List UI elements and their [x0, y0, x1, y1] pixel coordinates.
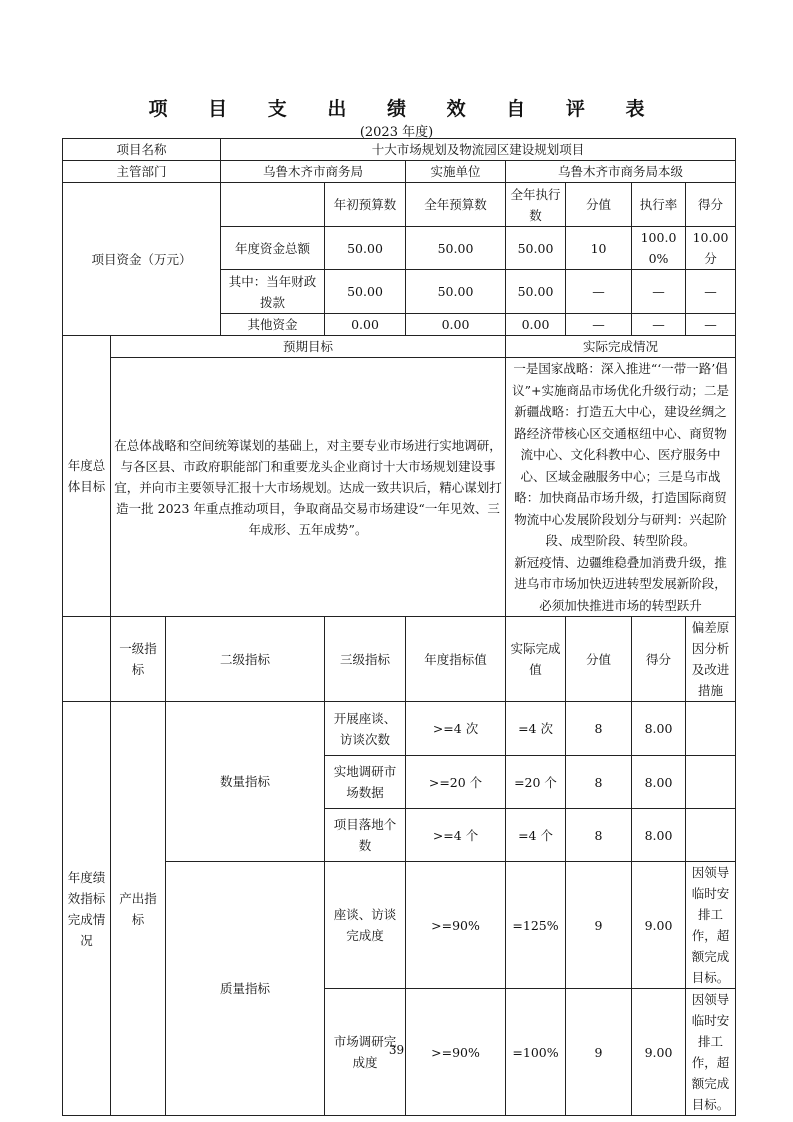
expected-goal-text: 在总体战略和空间统筹谋划的基础上，对主要专业市场进行实地调研，与各区县、市政府职能部门和重要龙头企业商讨十大市场规划建设事宜，并向市主要领导汇报十大市场规划。达成一致共识后，精心谋划打造一批 2023 年重点推动项目，争取商品交易市场建设“一年见效、三年成形、五年成势”。: [111, 358, 506, 617]
form-title: 项 目 支 出 绩 效 自 评 表: [148, 98, 662, 120]
score-value: 9.00: [632, 989, 686, 1116]
funds-cell: 50.00: [325, 270, 406, 314]
actual-completion: [506, 358, 736, 617]
score-value: 8.00: [632, 702, 686, 756]
funds-row-label: 其他资金: [221, 314, 325, 336]
funds-header-row: [63, 183, 736, 227]
funds-cell: —: [632, 314, 686, 336]
project-name-row: [63, 139, 736, 161]
form-year: (2023 年度): [359, 125, 434, 140]
funds-cell: 50.00: [406, 270, 506, 314]
funds-header: 分值: [566, 183, 632, 227]
deviation-note: [686, 702, 736, 756]
weight-value: 9: [566, 862, 632, 989]
weight-value: 8: [566, 756, 632, 809]
score-value: 8.00: [632, 756, 686, 809]
funds-header: 得分: [686, 183, 736, 227]
actual-value: =100%: [506, 989, 566, 1116]
funds-cell: —: [566, 314, 632, 336]
funds-header: 年初预算数: [325, 183, 406, 227]
level2-indicator: 数量指标: [166, 702, 325, 862]
level3-indicator: 项目落地个数: [325, 809, 406, 862]
actual-completion-text: 一是国家战略：深入推进“‘一带一路’倡议”+实施商品市场优化升级行动；二是新疆战略：打造五大中心，建设丝绸之路经济带核心区交通枢纽中心、商贸物流中心、文化科教中心、医疗服务中心、区域金融服务中心；三是乌市战略：加快商品市场升级，打造国际商贸物流中心发展阶段划分与研判：兴起阶段、成型阶段、转型阶段。: [512, 361, 729, 548]
indicator-header: 三级指标: [325, 617, 406, 702]
target-value: >=20 个: [406, 756, 506, 809]
score-value: 9.00: [632, 862, 686, 989]
funds-cell: 50.00: [506, 270, 566, 314]
actual-value: =125%: [506, 862, 566, 989]
actual-value: =4 次: [506, 702, 566, 756]
funds-row-label: 其中：当年财政拨款: [221, 270, 325, 314]
target-value: >=90%: [406, 989, 506, 1116]
deviation-note: 因领导临时安排工作，超额完成目标。: [686, 989, 736, 1116]
funds-cell: —: [686, 270, 736, 314]
funds-header: 全年执行数: [506, 183, 566, 227]
target-value: >=4 个: [406, 809, 506, 862]
funds-cell: 100.00%: [632, 227, 686, 270]
level3-indicator: 市场调研完成度: [325, 989, 406, 1116]
funds-cell: 0.00: [325, 314, 406, 336]
indicator-header: 得分: [632, 617, 686, 702]
actual-completion-note: 新冠疫情、边疆维稳叠加消费升级，推进乌市市场加快迈进转型发展新阶段，必须加快推进市场的转型跃升: [514, 554, 727, 613]
funds-blank-header: [221, 183, 325, 227]
level3-indicator: 开展座谈、访谈次数: [325, 702, 406, 756]
actual-header: 实际完成情况: [506, 336, 736, 358]
funds-cell: 50.00: [325, 227, 406, 270]
funds-row-label: 年度资金总额: [221, 227, 325, 270]
target-value: >=90%: [406, 862, 506, 989]
indicator-header: 二级指标: [166, 617, 325, 702]
goals-content-row: [63, 358, 736, 617]
weight-value: 8: [566, 702, 632, 756]
dept-label: 主管部门: [63, 161, 221, 183]
page-number: 39: [388, 1043, 405, 1057]
expected-header: 预期目标: [111, 336, 506, 358]
funds-cell: —: [686, 314, 736, 336]
funds-cell: —: [566, 270, 632, 314]
weight-value: 8: [566, 809, 632, 862]
funds-cell: 50.00: [406, 227, 506, 270]
goals-header-row: [63, 336, 736, 358]
dept-value: 乌鲁木齐市商务局: [221, 161, 406, 183]
weight-value: 9: [566, 989, 632, 1116]
indicator-row: [63, 702, 736, 756]
indicator-header: 年度指标值: [406, 617, 506, 702]
level1-indicator: 产出指标: [111, 702, 166, 1116]
project-name-label: 项目名称: [63, 139, 221, 161]
self-evaluation-table: [62, 138, 736, 1116]
indicator-header: 实际完成值: [506, 617, 566, 702]
actual-value: =4 个: [506, 809, 566, 862]
funds-header: 全年预算数: [406, 183, 506, 227]
funds-cell: 0.00: [506, 314, 566, 336]
goals-label: 年度总体目标: [63, 336, 111, 617]
funds-cell: 10.00 分: [686, 227, 736, 270]
indicator-blank-header: [63, 617, 111, 702]
indicator-header-row: [63, 617, 736, 702]
funds-cell: 50.00: [506, 227, 566, 270]
score-value: 8.00: [632, 809, 686, 862]
unit-label: 实施单位: [406, 161, 506, 183]
level2-indicator: 质量指标: [166, 862, 325, 1116]
department-row: [63, 161, 736, 183]
indicators-section-label: 年度绩效指标完成情况: [63, 702, 111, 1116]
target-value: >=4 次: [406, 702, 506, 756]
level3-indicator: 座谈、访谈完成度: [325, 862, 406, 989]
funds-cell: 10: [566, 227, 632, 270]
level3-indicator: 实地调研市场数据: [325, 756, 406, 809]
unit-value: 乌鲁木齐市商务局本级: [506, 161, 736, 183]
funds-cell: 0.00: [406, 314, 506, 336]
deviation-note: [686, 756, 736, 809]
funds-label: 项目资金（万元）: [63, 183, 221, 336]
actual-value: =20 个: [506, 756, 566, 809]
indicator-header: 一级指标: [111, 617, 166, 702]
funds-header: 执行率: [632, 183, 686, 227]
indicator-header: 偏差原因分析及改进措施: [686, 617, 736, 702]
deviation-note: [686, 809, 736, 862]
funds-cell: —: [632, 270, 686, 314]
indicator-header: 分值: [566, 617, 632, 702]
deviation-note: 因领导临时安排工作，超额完成目标。: [686, 862, 736, 989]
project-name-value: 十大市场规划及物流园区建设规划项目: [221, 139, 736, 161]
